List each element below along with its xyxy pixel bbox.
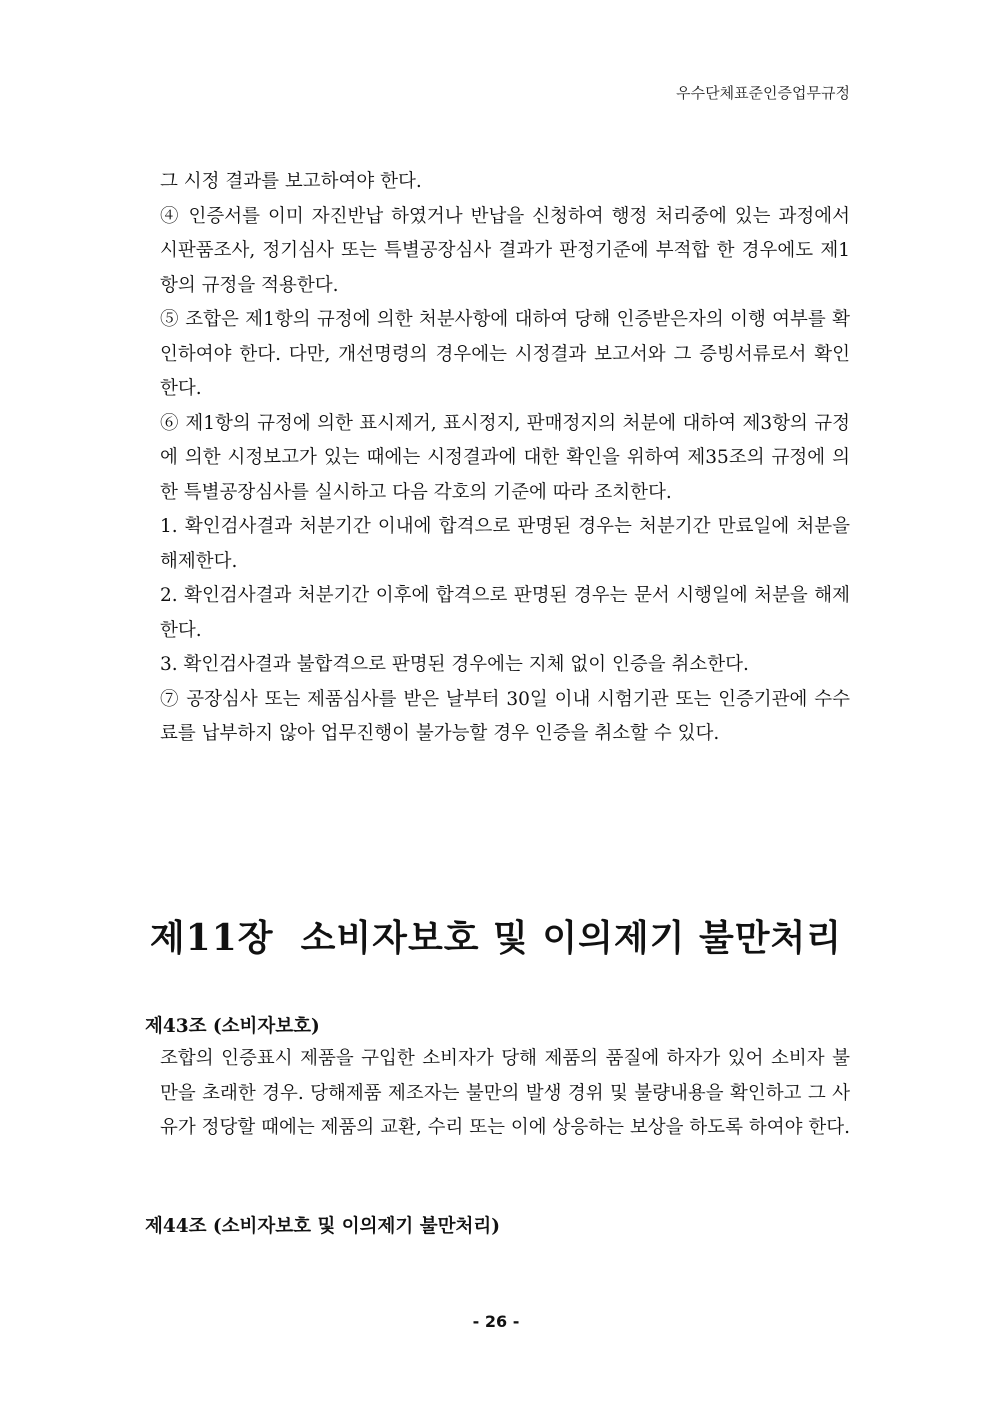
article-heading: 제43조 (소비자보호) [145,1016,320,1037]
paragraph: ⑦ 공장심사 또는 제품심사를 받은 날부터 30일 이내 시험기관 또는 인증기관에 수수료를 납부하지 않아 업무진행이 불가능할 경우 인증을 취소할 수 있다. [160,688,850,744]
chapter-title: 제11장 소비자보호 및 이의제기 불만처리 [149,917,843,959]
body-text [160,165,850,752]
paragraph: 그 시정 결과를 보고하여야 한다. [160,171,422,192]
paragraph: ⑤ 조합은 제1항의 규정에 의한 처분사항에 대하여 당해 인증받은자의 이행 여부를 확인하여야 한다. 다만, 개선명령의 경우에는 시정결과 보고서와 그 증빙서류로서 확인한다. [160,309,850,399]
list-item: 3. 확인검사결과 불합격으로 판명된 경우에는 지체 없이 인증을 취소한다. [160,654,749,675]
article-44 [145,1212,850,1242]
running-header: 우수단체표준인증업무규정 [676,84,850,102]
article-body: 조합의 인증표시 제품을 구입한 소비자가 당해 제품의 품질에 하자가 있어 소비자 불만을 초래한 경우. 당해제품 제조자는 불만의 발생 경위 및 불량내용을 확인하고 그 사유가 정당할 때에는 제품의 교환, 수리 또는 이에 상응하는 보상을 하도록 하여야 한다. [160,1048,850,1138]
paragraph: ⑥ 제1항의 규정에 의한 표시제거, 표시정지, 판매정지의 처분에 대하여 제3항의 규정에 의한 시정보고가 있는 때에는 시정결과에 대한 확인을 위하여 제35조의 규정에 의한 특별공장심사를 실시하고 다음 각호의 기준에 따라 조치한다. [160,412,850,503]
list-item: 1. 확인검사결과 처분기간 이내에 합격으로 판명된 경우는 처분기간 만료일에 처분을 해제한다. [160,516,850,572]
article-43 [145,1012,850,1146]
list-item: 2. 확인검사결과 처분기간 이후에 합격으로 판명된 경우는 문서 시행일에 처분을 해제한다. [160,585,850,641]
page-number: - 26 - [472,1312,520,1331]
paragraph: ④ 인증서를 이미 자진반납 하였거나 반납을 신청하여 행정 처리중에 있는 과정에서 시판품조사, 정기심사 또는 특별공장심사 결과가 판정기준에 부적합 한 경우에도 제1항의 규정을 적용한다. [160,205,850,296]
article-heading: 제44조 (소비자보호 및 이의제기 불만처리) [145,1216,500,1237]
